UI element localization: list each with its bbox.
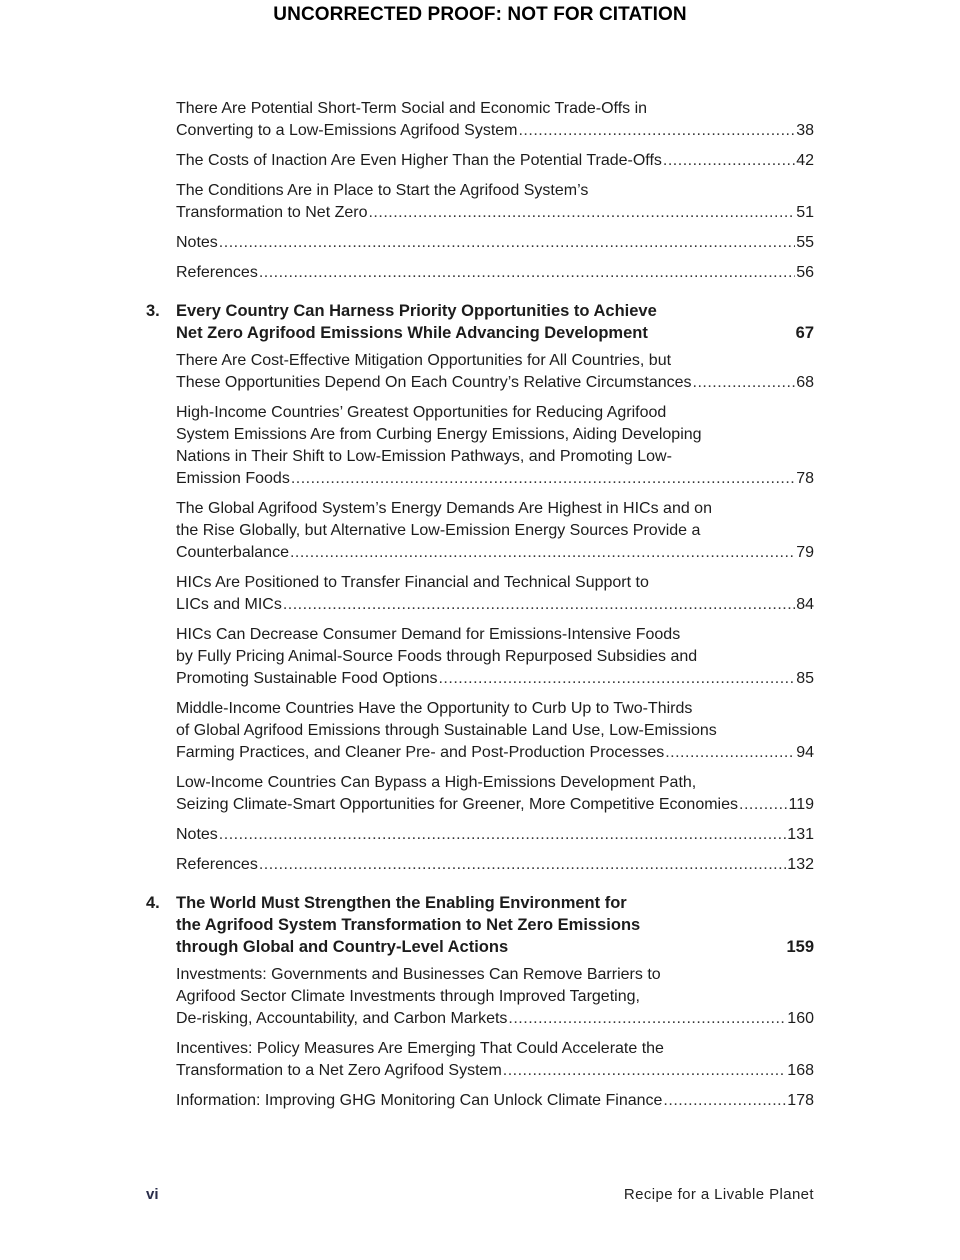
page-folio: vi — [146, 1186, 159, 1203]
toc-chapter-heading[interactable] — [146, 300, 814, 344]
entry-page-number: 68 — [796, 374, 814, 391]
entry-title-line: Transformation to Net Zero — [176, 204, 368, 221]
dot-leader — [665, 742, 795, 764]
dot-leader — [508, 1008, 786, 1030]
entry-title-line: Incentives: Policy Measures Are Emerging That Could Accelerate the — [176, 1040, 664, 1057]
toc-entry[interactable] — [176, 964, 814, 1030]
entry-title-line: Promoting Sustainable Food Options — [176, 670, 438, 687]
toc-chapter-heading[interactable] — [146, 892, 814, 958]
entry-title-line: High-Income Countries’ Greatest Opportunities for Reducing Agrifood — [176, 404, 667, 421]
entry-page-number: 85 — [796, 670, 814, 687]
entry-page-number: 38 — [796, 122, 814, 139]
dot-leader — [291, 468, 795, 490]
entry-title-line: References — [176, 264, 258, 281]
entry-title-line: De-risking, Accountability, and Carbon Markets — [176, 1010, 508, 1027]
running-title: Recipe for a Livable Planet — [623, 1186, 814, 1203]
dot-leader — [663, 1090, 786, 1112]
entry-title-line: Middle-Income Countries Have the Opportunity to Curb Up to Two-Thirds — [176, 700, 693, 717]
toc-entry[interactable] — [176, 854, 814, 876]
entry-title-line: System Emissions Are from Curbing Energy Emissions, Aiding Developing — [176, 426, 702, 443]
entry-page-number: 78 — [796, 470, 814, 487]
toc-entry[interactable] — [176, 1038, 814, 1082]
entry-page-number: 178 — [787, 1092, 814, 1109]
chapter-page-number: 67 — [795, 324, 814, 342]
toc-entry[interactable] — [176, 824, 814, 846]
toc-entry[interactable] — [176, 498, 814, 564]
dot-leader — [219, 232, 795, 254]
entry-page-number: 56 — [796, 264, 814, 281]
entry-title-line: of Global Agrifood Emissions through Sustainable Land Use, Low-Emissions — [176, 722, 717, 739]
dot-leader — [438, 668, 795, 690]
toc-entry[interactable] — [176, 402, 814, 490]
toc-entry[interactable] — [176, 624, 814, 690]
toc-entry[interactable] — [176, 1090, 814, 1112]
entry-page-number: 55 — [796, 234, 814, 251]
chapter-page-number: 159 — [786, 938, 814, 956]
entry-title-line: Transformation to a Net Zero Agrifood System — [176, 1062, 502, 1079]
chapter-title-line: The World Must Strengthen the Enabling Environment for — [176, 894, 627, 912]
entry-title-line: These Opportunities Depend On Each Country’s Relative Circumstances — [176, 374, 692, 391]
toc-entry[interactable] — [176, 350, 814, 394]
entry-page-number: 51 — [796, 204, 814, 221]
entry-title-line: There Are Cost-Effective Mitigation Opportunities for All Countries, but — [176, 352, 672, 369]
entry-page-number: 94 — [796, 744, 814, 761]
toc-entry[interactable] — [176, 262, 814, 284]
toc-entry[interactable] — [176, 98, 814, 142]
chapter-title-line: Net Zero Agrifood Emissions While Advancing Development — [176, 324, 648, 342]
proof-banner: UNCORRECTED PROOF: NOT FOR CITATION — [273, 4, 687, 25]
entry-title-line: Investments: Governments and Businesses Can Remove Barriers to — [176, 966, 661, 983]
entry-title-line: Seizing Climate-Smart Opportunities for Greener, More Competitive Economies — [176, 796, 738, 813]
dot-leader — [503, 1060, 787, 1082]
dot-leader — [290, 542, 795, 564]
entry-title-line: There Are Potential Short-Term Social and Economic Trade-Offs in — [176, 100, 648, 117]
entry-title-line: Converting to a Low-Emissions Agrifood System — [176, 122, 518, 139]
toc-entry[interactable] — [176, 232, 814, 254]
entry-title-line: Notes — [176, 234, 218, 251]
entry-title-line: Emission Foods — [176, 470, 290, 487]
toc-entry[interactable] — [176, 772, 814, 816]
entry-title-line: HICs Can Decrease Consumer Demand for Emissions-Intensive Foods — [176, 626, 681, 643]
chapter-title-line: Every Country Can Harness Priority Opportunities to Achieve — [176, 302, 657, 320]
entry-page-number: 131 — [787, 826, 814, 843]
entry-page-number: 79 — [796, 544, 814, 561]
entry-page-number: 168 — [787, 1062, 814, 1079]
entry-title-line: LICs and MICs — [176, 596, 282, 613]
dot-leader — [259, 262, 795, 284]
entry-page-number: 160 — [787, 1010, 814, 1027]
entry-title-line: the Rise Globally, but Alternative Low-Emission Energy Sources Provide a — [176, 522, 701, 539]
chapter-title-line: through Global and Country-Level Actions — [176, 938, 509, 956]
entry-title-line: Nations in Their Shift to Low-Emission Pathways, and Promoting Low- — [176, 448, 672, 465]
entry-title-line: The Conditions Are in Place to Start the Agrifood System’s — [176, 182, 589, 199]
table-of-contents — [146, 98, 814, 1120]
dot-leader — [219, 824, 787, 846]
entry-title-line: Farming Practices, and Cleaner Pre- and Post-Production Processes — [176, 744, 665, 761]
toc-entry[interactable] — [176, 180, 814, 224]
dot-leader — [518, 120, 795, 142]
toc-entry[interactable] — [176, 150, 814, 172]
entry-title-line: Notes — [176, 826, 218, 843]
entry-title-line: The Costs of Inaction Are Even Higher Than the Potential Trade-Offs — [176, 152, 662, 169]
entry-title-line: by Fully Pricing Animal-Source Foods through Repurposed Subsidies and — [176, 648, 698, 665]
entry-page-number: 132 — [787, 856, 814, 873]
dot-leader — [739, 794, 787, 816]
entry-title-line: Counterbalance — [176, 544, 289, 561]
entry-title-line: HICs Are Positioned to Transfer Financial and Technical Support to — [176, 574, 649, 591]
entry-page-number: 119 — [788, 796, 814, 813]
dot-leader — [368, 202, 795, 224]
toc-entry[interactable] — [176, 698, 814, 764]
chapter-number: 3. — [146, 302, 160, 320]
entry-title-line: Information: Improving GHG Monitoring Can Unlock Climate Finance — [176, 1092, 663, 1109]
entry-title-line: Agrifood Sector Climate Investments through Improved Targeting, — [176, 988, 640, 1005]
chapter-number: 4. — [146, 894, 160, 912]
entry-title-line: The Global Agrifood System’s Energy Demands Are Highest in HICs and on — [176, 500, 712, 517]
chapter-title-line: the Agrifood System Transformation to Net Zero Emissions — [176, 916, 641, 934]
entry-page-number: 84 — [796, 596, 814, 613]
dot-leader — [693, 372, 796, 394]
dot-leader — [283, 594, 795, 616]
entry-title-line: Low-Income Countries Can Bypass a High-Emissions Development Path, — [176, 774, 697, 791]
toc-entry[interactable] — [176, 572, 814, 616]
dot-leader — [259, 854, 786, 876]
entry-page-number: 42 — [796, 152, 814, 169]
page-footer — [146, 1186, 814, 1203]
dot-leader — [663, 150, 795, 172]
entry-title-line: References — [176, 856, 258, 873]
